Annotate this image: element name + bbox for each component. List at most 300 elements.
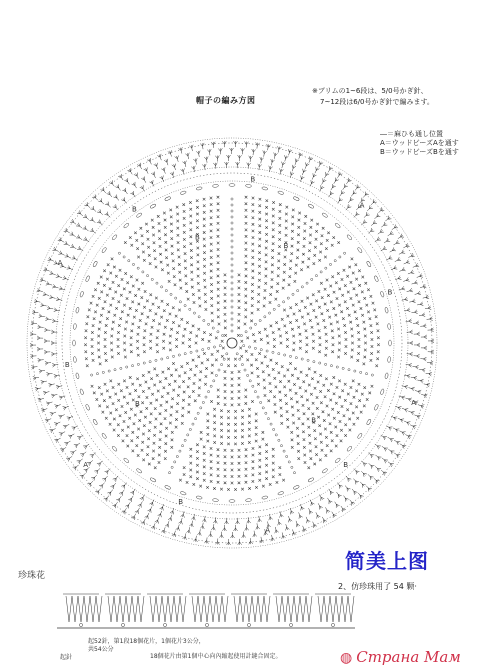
stitch-x <box>338 288 341 291</box>
stitch-x <box>309 442 312 445</box>
stitch-x <box>119 414 122 417</box>
stitch-x <box>210 250 213 253</box>
fan-stitch <box>263 150 267 156</box>
stitch-x <box>259 231 262 234</box>
stitch-x <box>293 313 296 316</box>
stitch-x <box>280 415 283 418</box>
fan-stitch <box>176 524 180 530</box>
fan-stitch <box>361 220 367 226</box>
stitch-x <box>258 331 261 334</box>
stitch-x <box>255 440 258 443</box>
fan-stitch <box>386 426 392 431</box>
stitch-x <box>291 216 294 219</box>
stitch-x <box>113 429 116 432</box>
fan-stitch <box>158 511 162 517</box>
motif-fan-stitch <box>288 596 294 622</box>
stitch-x <box>160 404 163 407</box>
fan-stitch <box>417 379 423 383</box>
stitch-x <box>217 288 220 291</box>
stitch-x <box>291 237 294 240</box>
chain-stitch <box>156 282 158 284</box>
stitch-x <box>255 426 258 429</box>
stitch-x <box>130 408 133 411</box>
stitch-x <box>117 352 120 355</box>
fan-stitch <box>65 254 71 259</box>
stitch-x <box>189 228 192 231</box>
stitch-x <box>344 399 347 402</box>
fan-stitch <box>124 178 129 184</box>
fan-stitch <box>98 198 104 204</box>
fan-stitch <box>132 182 137 188</box>
stitch-x <box>196 443 199 446</box>
stitch-x <box>213 428 216 431</box>
stitch-x <box>189 201 192 204</box>
stitch-x <box>224 334 227 337</box>
fan-stitch <box>391 416 397 420</box>
fan-stitch <box>351 190 356 196</box>
stitch-x <box>246 359 249 362</box>
fan-stitch <box>368 453 374 458</box>
stitch-x <box>271 249 274 252</box>
stitch-x <box>245 215 248 218</box>
stitch-x <box>280 407 283 410</box>
fan-stitch <box>391 266 397 270</box>
stitch-x <box>346 408 349 411</box>
stitch-x <box>115 275 118 278</box>
motif-center <box>289 623 292 626</box>
stitch-x <box>217 281 220 284</box>
fan-stitch <box>208 531 212 537</box>
chain-stitch <box>241 364 243 366</box>
stitch-x <box>267 399 270 402</box>
stitch-x <box>318 306 321 309</box>
stitch-x <box>279 380 282 383</box>
motif-fan-stitch <box>180 596 186 622</box>
stitch-x <box>144 329 147 332</box>
stitch-x <box>112 402 115 405</box>
chain-stitch <box>292 293 294 295</box>
stitch-x <box>175 315 178 318</box>
chain-stitch <box>137 267 139 269</box>
stitch-x <box>357 352 360 355</box>
stitch-x <box>263 379 266 382</box>
stitch-x <box>196 206 199 209</box>
fan-stitch <box>200 143 204 149</box>
fan-stitch <box>58 415 64 419</box>
chain-stitch <box>114 369 116 371</box>
stitch-x <box>326 279 329 282</box>
fan-stitch <box>399 396 405 400</box>
fan-stitch <box>68 434 74 439</box>
chain-stitch <box>146 275 148 277</box>
hook-note-line1: ※ブリムの1~6段は、5/0号かぎ針、 <box>312 87 428 95</box>
stitch-x <box>109 396 112 399</box>
stitch-x <box>370 359 373 362</box>
fan-stitch <box>312 173 316 179</box>
stitch-x <box>135 309 138 312</box>
stitch-x <box>196 464 199 467</box>
stitch-x <box>288 275 291 278</box>
stitch-x <box>227 423 230 426</box>
stitch-x <box>207 413 210 416</box>
stitch-x <box>257 308 260 311</box>
stitch-x <box>305 329 308 332</box>
stitch-x <box>197 355 200 358</box>
stitch-x <box>238 293 241 296</box>
stitch-x <box>210 256 213 259</box>
stitch-x <box>153 442 156 445</box>
stitch-x <box>213 487 216 490</box>
fan-stitch <box>388 449 394 454</box>
stitch-x <box>303 230 306 233</box>
stitch-x <box>192 325 195 328</box>
stitch-x <box>312 293 315 296</box>
bead-ring-bar <box>387 323 390 329</box>
stitch-x <box>290 252 293 255</box>
fan-stitch <box>364 212 370 218</box>
fan-stitch <box>43 267 49 271</box>
stitch-x <box>251 297 254 300</box>
stitch-x <box>299 340 302 343</box>
motif-center <box>205 623 208 626</box>
stitch-x <box>372 302 375 305</box>
fan-stitch <box>54 422 60 426</box>
stitch-x <box>306 297 309 300</box>
stitch-x <box>135 444 138 447</box>
stitch-x <box>272 235 275 238</box>
bead-ring-bar <box>164 196 171 201</box>
chain-stitch <box>193 312 195 314</box>
stitch-x <box>325 347 328 350</box>
stitch-x <box>312 347 315 350</box>
stitch-x <box>188 338 191 341</box>
stitch-x <box>160 261 163 264</box>
fan-stitch <box>56 385 62 389</box>
stitch-x <box>266 365 269 368</box>
chain-stitch <box>301 286 303 288</box>
stitch-x <box>297 450 300 453</box>
stitch-x <box>138 395 141 398</box>
stitch-x <box>364 282 367 285</box>
chain-stitch <box>231 276 233 278</box>
stitch-x <box>331 350 334 353</box>
stitch-x <box>149 347 152 350</box>
chain-stitch <box>336 366 338 368</box>
fan-stitch <box>404 421 410 425</box>
stitch-x <box>137 428 140 431</box>
stitch-x <box>166 303 169 306</box>
motif-fan-stitch <box>306 596 312 622</box>
stitch-x <box>350 328 353 331</box>
stitch-x <box>265 471 268 474</box>
fan-stitch <box>300 504 304 510</box>
stitch-x <box>258 245 261 248</box>
stitch-x <box>154 257 157 260</box>
stitch-x <box>370 295 373 298</box>
fan-stitch <box>384 238 390 243</box>
stitch-x <box>340 311 343 314</box>
stitch-x <box>181 422 184 425</box>
fan-stitch <box>227 539 231 545</box>
stitch-x <box>277 275 280 278</box>
stitch-x <box>172 321 175 324</box>
stitch-x <box>197 261 200 264</box>
stitch-x <box>231 482 234 485</box>
stitch-x <box>297 241 300 244</box>
bead-ring-bar <box>346 234 352 240</box>
stitch-x <box>279 473 282 476</box>
stitch-x <box>159 412 162 415</box>
watermark-logo-icon: ◍ <box>340 650 353 666</box>
chain-stitch <box>196 350 198 352</box>
stitch-x <box>169 422 172 425</box>
stitch-x <box>318 329 321 332</box>
stitch-x <box>142 459 145 462</box>
stitch-x <box>132 285 135 288</box>
stitch-x <box>308 434 311 437</box>
chain-stitch <box>181 445 183 447</box>
stitch-x <box>341 278 344 281</box>
stitch-x <box>282 287 285 290</box>
stitch-x <box>109 304 112 307</box>
stitch-x <box>224 274 227 277</box>
stitch-x <box>93 317 96 320</box>
stitch-x <box>182 380 185 383</box>
stitch-x <box>164 234 167 237</box>
stitch-x <box>211 353 214 356</box>
stitch-x <box>274 403 277 406</box>
stitch-x <box>160 316 163 319</box>
motif-fan-stitch <box>246 596 252 622</box>
stitch-x <box>151 393 154 396</box>
stitch-x <box>127 314 130 317</box>
fan-stitch <box>226 155 230 161</box>
stitch-x <box>150 402 153 405</box>
fan-stitch <box>161 527 165 533</box>
fan-stitch <box>402 385 408 389</box>
stitch-x <box>340 440 343 443</box>
stitch-x <box>337 241 340 244</box>
stitch-x <box>195 335 198 338</box>
chain-stitch <box>218 369 220 371</box>
stitch-x <box>289 306 292 309</box>
stitch-x <box>322 410 325 413</box>
stitch-x <box>211 372 214 375</box>
fan-stitch <box>341 506 346 512</box>
stitch-x <box>165 249 168 252</box>
fan-stitch <box>218 148 222 154</box>
stitch-x <box>282 479 285 482</box>
chain-stitch <box>289 355 291 357</box>
stitch-x <box>152 234 155 237</box>
stitch-x <box>361 276 364 279</box>
chain-stitch <box>231 234 233 236</box>
fan-stitch <box>411 310 417 314</box>
bead-ring-bar <box>366 419 371 426</box>
stitch-x <box>103 284 106 287</box>
motif-center <box>247 623 250 626</box>
stitch-x <box>330 431 333 434</box>
stitch-x <box>303 412 306 415</box>
stitch-x <box>84 343 87 346</box>
stitch-x <box>224 390 227 393</box>
stitch-x <box>224 300 227 303</box>
stitch-x <box>326 444 329 447</box>
bead-ring-bar <box>278 491 285 496</box>
stitch-x <box>121 311 124 314</box>
chain-stitch <box>278 304 280 306</box>
chain-stitch <box>334 260 336 262</box>
chain-stitch <box>120 367 122 369</box>
chain-stitch <box>200 407 202 409</box>
stitch-x <box>183 231 186 234</box>
fan-stitch <box>337 197 342 203</box>
stitch-x <box>190 256 193 259</box>
fan-stitch <box>409 299 415 303</box>
bead-ring-bar <box>196 186 202 190</box>
stitch-x <box>291 245 294 248</box>
stitch-x <box>137 256 140 259</box>
stitch-x <box>143 336 146 339</box>
stitch-x <box>350 356 353 359</box>
bead-ring-bar <box>308 477 315 482</box>
stitch-x <box>185 282 188 285</box>
stitch-x <box>283 309 286 312</box>
chart-ring <box>70 181 394 505</box>
stitch-x <box>327 232 330 235</box>
chain-stitch <box>284 354 286 356</box>
stitch-x <box>217 202 220 205</box>
stitch-x <box>154 407 157 410</box>
stitch-x <box>346 275 349 278</box>
stitch-x <box>298 417 301 420</box>
stitch-x <box>366 398 369 401</box>
fan-stitch <box>151 523 155 529</box>
chain-stitch <box>259 319 261 321</box>
stitch-x <box>330 323 333 326</box>
stitch-x <box>368 392 371 395</box>
stitch-x <box>344 434 347 437</box>
stitch-x <box>210 197 213 200</box>
stitch-x <box>140 296 143 299</box>
stitch-x <box>189 455 192 458</box>
stitch-x <box>199 305 202 308</box>
fan-stitch <box>332 512 337 518</box>
stitch-x <box>165 377 168 380</box>
stitch-x <box>162 340 165 343</box>
stitch-x <box>217 255 220 258</box>
stitch-x <box>277 267 280 270</box>
stitch-x <box>336 386 339 389</box>
stitch-x <box>264 289 267 292</box>
stitch-x <box>234 364 237 367</box>
motif-fan-stitch <box>138 596 144 622</box>
stitch-x <box>278 371 281 374</box>
stitch-x <box>183 391 186 394</box>
stitch-x <box>238 475 241 478</box>
stitch-x <box>324 303 327 306</box>
stitch-x <box>330 301 333 304</box>
bead-ring-bar <box>262 496 268 500</box>
stitch-x <box>297 326 300 329</box>
stitch-x <box>117 383 120 386</box>
stitch-x <box>224 403 227 406</box>
stitch-x <box>210 270 213 273</box>
fan-stitch <box>58 251 64 256</box>
stitch-x <box>238 403 241 406</box>
fan-stitch <box>267 144 271 150</box>
chain-stitch <box>165 290 167 292</box>
stitch-x <box>252 276 255 279</box>
stitch-x <box>344 352 347 355</box>
fan-stitch <box>229 148 233 154</box>
stitch-x <box>85 329 88 332</box>
stitch-x <box>238 306 241 309</box>
fan-stitch <box>249 156 253 162</box>
stitch-x <box>187 411 190 414</box>
stitch-x <box>318 424 321 427</box>
stitch-x <box>309 450 312 453</box>
stitch-x <box>350 297 353 300</box>
stitch-x <box>140 410 143 413</box>
stitch-x <box>282 279 285 282</box>
stitch-x <box>162 371 165 374</box>
chain-stitch <box>203 319 205 321</box>
fan-stitch <box>403 278 409 282</box>
stitch-x <box>241 409 244 412</box>
stitch-x <box>352 304 355 307</box>
fan-stitch <box>87 481 93 487</box>
chain-stitch <box>194 418 196 420</box>
chain-stitch <box>161 286 163 288</box>
fan-stitch <box>399 286 405 290</box>
stitch-x <box>141 449 144 452</box>
stitch-x <box>343 324 346 327</box>
fan-stitch <box>37 288 43 292</box>
bead-marker-b: B <box>135 400 140 409</box>
stitch-x <box>231 391 234 394</box>
stitch-x <box>335 402 338 405</box>
stitch-x <box>126 402 129 405</box>
chain-stitch <box>231 282 233 284</box>
fan-stitch <box>33 376 39 380</box>
stitch-x <box>114 291 117 294</box>
stitch-x <box>268 374 271 377</box>
stitch-x <box>148 371 151 374</box>
chain-stitch <box>231 198 233 200</box>
stitch-x <box>159 245 162 248</box>
stitch-x <box>264 282 267 285</box>
stitch-x <box>348 314 351 317</box>
stitch-x <box>283 271 286 274</box>
stitch-x <box>217 222 220 225</box>
stitch-x <box>126 281 129 284</box>
fan-stitch <box>253 531 257 537</box>
stitch-x <box>286 206 289 209</box>
stitch-x <box>258 211 261 214</box>
stitch-x <box>100 393 103 396</box>
stitch-x <box>358 269 361 272</box>
stitch-x <box>183 245 186 248</box>
stitch-x <box>272 448 275 451</box>
stitch-x <box>186 481 189 484</box>
stitch-x <box>332 343 335 346</box>
stitch-x <box>275 362 278 365</box>
stitch-x <box>191 286 194 289</box>
stitch-x <box>217 402 220 405</box>
stitch-x <box>153 241 156 244</box>
stitch-x <box>289 321 292 324</box>
